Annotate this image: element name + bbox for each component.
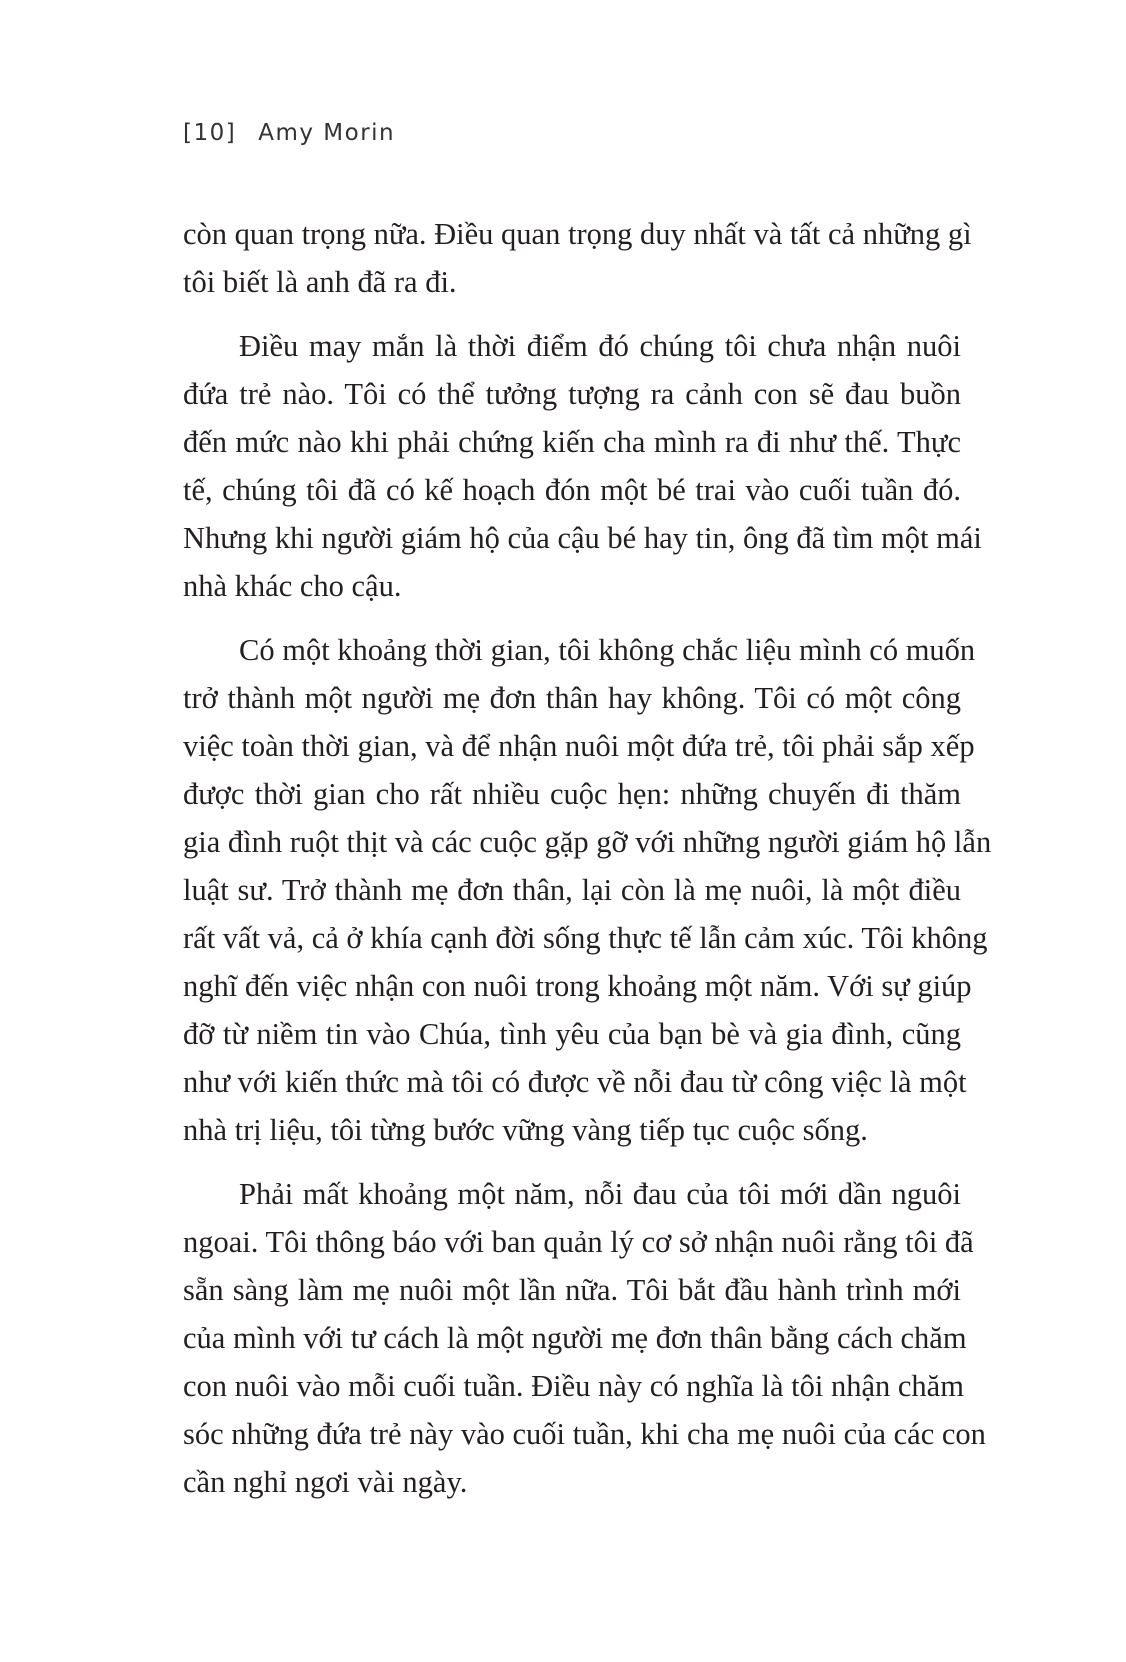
- text-line: nhà trị liệu, tôi từng bước vững vàng tiếp tục cuộc sống.: [183, 1113, 868, 1147]
- text-line: nghĩ đến việc nhận con nuôi trong khoảng một năm. Với sự giúp: [183, 969, 972, 1003]
- text-line: sẵn sàng làm mẹ nuôi một lần nữa. Tôi bắt đầu hành trình mới: [183, 1273, 961, 1307]
- text-line: việc toàn thời gian, và để nhận nuôi một đứa trẻ, tôi phải sắp xếp: [183, 729, 975, 763]
- paragraph-2: [183, 322, 982, 610]
- text-line: Có một khoảng thời gian, tôi không chắc liệu mình có muốn: [239, 633, 976, 667]
- text-line: trở thành một người mẹ đơn thân hay không. Tôi có một công: [183, 681, 961, 715]
- text-line: được thời gian cho rất nhiều cuộc hẹn: những chuyến đi thăm: [183, 777, 961, 811]
- text-line: đứa trẻ nào. Tôi có thể tưởng tượng ra cảnh con sẽ đau buồn: [183, 377, 961, 411]
- text-line: con nuôi vào mỗi cuối tuần. Điều này có nghĩa là tôi nhận chăm: [183, 1369, 964, 1403]
- text-line: như với kiến thức mà tôi có được về nỗi đau từ công việc là một: [183, 1065, 967, 1099]
- text-line: tế, chúng tôi đã có kế hoạch đón một bé trai vào cuối tuần đó.: [183, 473, 961, 507]
- paragraph-4: [183, 1170, 986, 1506]
- text-line: Điều may mắn là thời điểm đó chúng tôi chưa nhận nuôi: [239, 329, 961, 363]
- body-text: [183, 210, 992, 1522]
- text-line: nhà khác cho cậu.: [183, 569, 402, 603]
- text-line: Nhưng khi người giám hộ của cậu bé hay tin, ông đã tìm một mái: [183, 521, 982, 555]
- paragraph-3: [183, 626, 992, 1154]
- text-line: sóc những đứa trẻ này vào cuối tuần, khi cha mẹ nuôi của các con: [183, 1417, 986, 1451]
- text-line: ngoai. Tôi thông báo với ban quản lý cơ sở nhận nuôi rằng tôi đã: [183, 1225, 974, 1259]
- text-line: đến mức nào khi phải chứng kiến cha mình ra đi như thế. Thực: [183, 425, 961, 459]
- text-line: tôi biết là anh đã ra đi.: [183, 265, 457, 299]
- text-line: của mình với tư cách là một người mẹ đơn thân bằng cách chăm: [183, 1321, 967, 1355]
- author-name: Amy Morin: [258, 120, 396, 146]
- text-line: gia đình ruột thịt và các cuộc gặp gỡ với những người giám hộ lẫn: [183, 825, 992, 859]
- text-line: rất vất vả, cả ở khía cạnh đời sống thực tế lẫn cảm xúc. Tôi không: [183, 921, 988, 955]
- text-line: đỡ từ niềm tin vào Chúa, tình yêu của bạn bè và gia đình, cũng: [183, 1017, 961, 1051]
- page-number: [10]: [183, 120, 237, 146]
- text-line: còn quan trọng nữa. Điều quan trọng duy nhất và tất cả những gì: [183, 217, 972, 251]
- text-line: Phải mất khoảng một năm, nỗi đau của tôi mới dần nguôi: [239, 1177, 961, 1211]
- text-line: luật sư. Trở thành mẹ đơn thân, lại còn là mẹ nuôi, là một điều: [183, 873, 961, 907]
- text-line: cần nghỉ ngơi vài ngày.: [183, 1465, 468, 1499]
- paragraph-1: [183, 210, 972, 306]
- running-header: [183, 120, 395, 146]
